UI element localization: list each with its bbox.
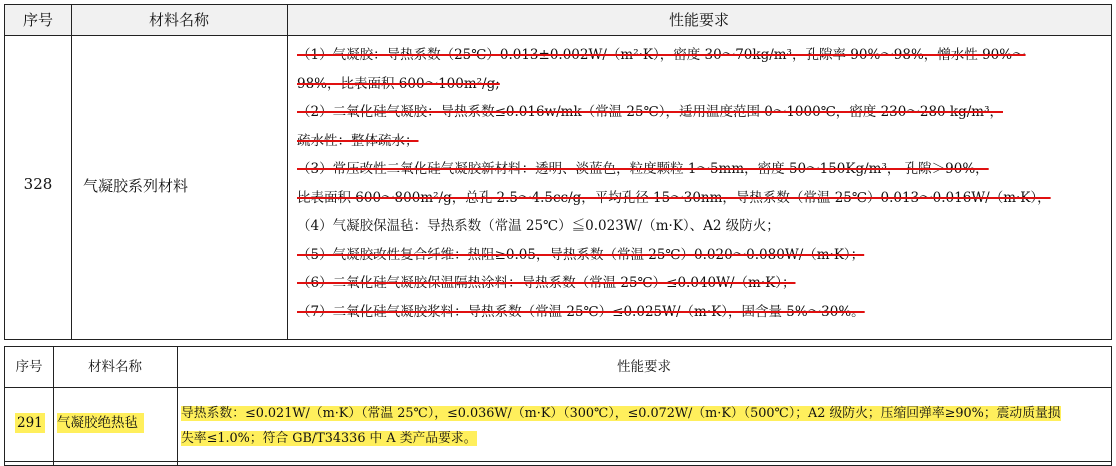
struck-requirement-text: 98%，比表面积 600～100m²/g; xyxy=(297,75,500,92)
header-material-name: 材料名称 xyxy=(53,347,178,387)
row-seq: 291 xyxy=(17,415,43,431)
header-requirements: 性能要求 xyxy=(668,11,729,29)
struck-requirement-text: （2）二氧化硅气凝胶：导热系数≤0.016w/mk（常温 25℃），适用温度范围 0～1000℃，密度 230～280 kg/m³， xyxy=(297,104,1003,120)
header-seq: 序号 xyxy=(5,5,72,35)
table-header xyxy=(5,5,1111,36)
requirement-line xyxy=(297,269,1105,298)
struck-requirement-text: 疏水性：整体疏水； xyxy=(297,132,419,149)
material-table-top xyxy=(4,4,1112,340)
requirement-line xyxy=(297,41,1105,70)
struck-requirement-text: （3）常压改性二氧化硅气凝胶新材料：透明、淡蓝色，粒度颗粒 1～5mm，密度 50～150Kg/m³， 孔隙＞90%， xyxy=(297,161,989,177)
requirement-line xyxy=(297,298,1105,327)
requirements-cell xyxy=(181,401,1107,451)
row-seq: 328 xyxy=(23,175,53,193)
struck-requirement-text: （7）二氧化硅气凝胶浆料：导热系数（常温 25℃）≤0.025W/（m·K），固含量 5%～30%。 xyxy=(297,303,865,320)
table-header xyxy=(5,347,1111,388)
requirement-line xyxy=(297,212,1105,241)
struck-requirement-text: （1）气凝胶：导热系数（25℃）0.013±0.002W/（m²·K），密度 30～70kg/m³，孔隙率 90%～98%，憎水性 90%～ xyxy=(297,47,1026,63)
column-divider xyxy=(71,35,72,339)
requirement-line xyxy=(297,98,1105,127)
header-seq: 序号 xyxy=(5,347,54,387)
row-material-name: 气凝胶绝热毡 xyxy=(57,413,144,433)
struck-requirement-text: （6）二氧化硅气凝胶保温隔热涂料：导热系数（常温 25℃）≤0.040W/（m·K）； xyxy=(297,275,796,291)
highlighted-requirement-text: 失率≤1.0%；符合 GB/T34336 中 A 类产品要求。 xyxy=(181,431,477,446)
column-divider xyxy=(177,387,178,465)
column-divider xyxy=(53,387,54,465)
requirements-cell xyxy=(297,41,1105,326)
row-material-name: 气凝胶系列材料 xyxy=(83,177,189,195)
header-requirements: 性能要求 xyxy=(617,359,671,375)
requirement-line xyxy=(297,155,1105,184)
requirement-line xyxy=(181,426,1107,451)
requirement-line xyxy=(297,184,1105,213)
requirement-line xyxy=(297,70,1105,99)
row-divider xyxy=(5,461,1111,462)
highlighted-requirement-text: 导热系数：≤0.021W/（m·K）（常温 25℃），≤0.036W/（m·K）（300℃），≤0.072W/（m·K）（500℃）；A2 级防火；压缩回弹率≥90%；震动质量损 xyxy=(181,406,1061,421)
header-material-name: 材料名称 xyxy=(71,5,288,35)
requirement-line xyxy=(181,401,1107,426)
requirement-line xyxy=(297,127,1105,156)
struck-requirement-text: 比表面积 600～800m²/g，总孔 2.5～4.5cc/g，平均孔径 15～30nm，导热系数（常温 25℃）0.013～0.016W/（m·K）， xyxy=(297,189,1051,206)
column-divider xyxy=(287,35,288,339)
requirement-line xyxy=(297,241,1105,270)
struck-requirement-text: （5）气凝胶改性复合纤维：热阻≥0.05，导热系数（常温 25℃）0.020～0.080W/（m·K）； xyxy=(297,246,865,263)
requirement-text: （4）气凝胶保温毡：导热系数（常温 25℃）≦0.023W/（m·K）、A2 级防火； xyxy=(297,218,780,234)
material-table-bottom xyxy=(4,346,1112,466)
